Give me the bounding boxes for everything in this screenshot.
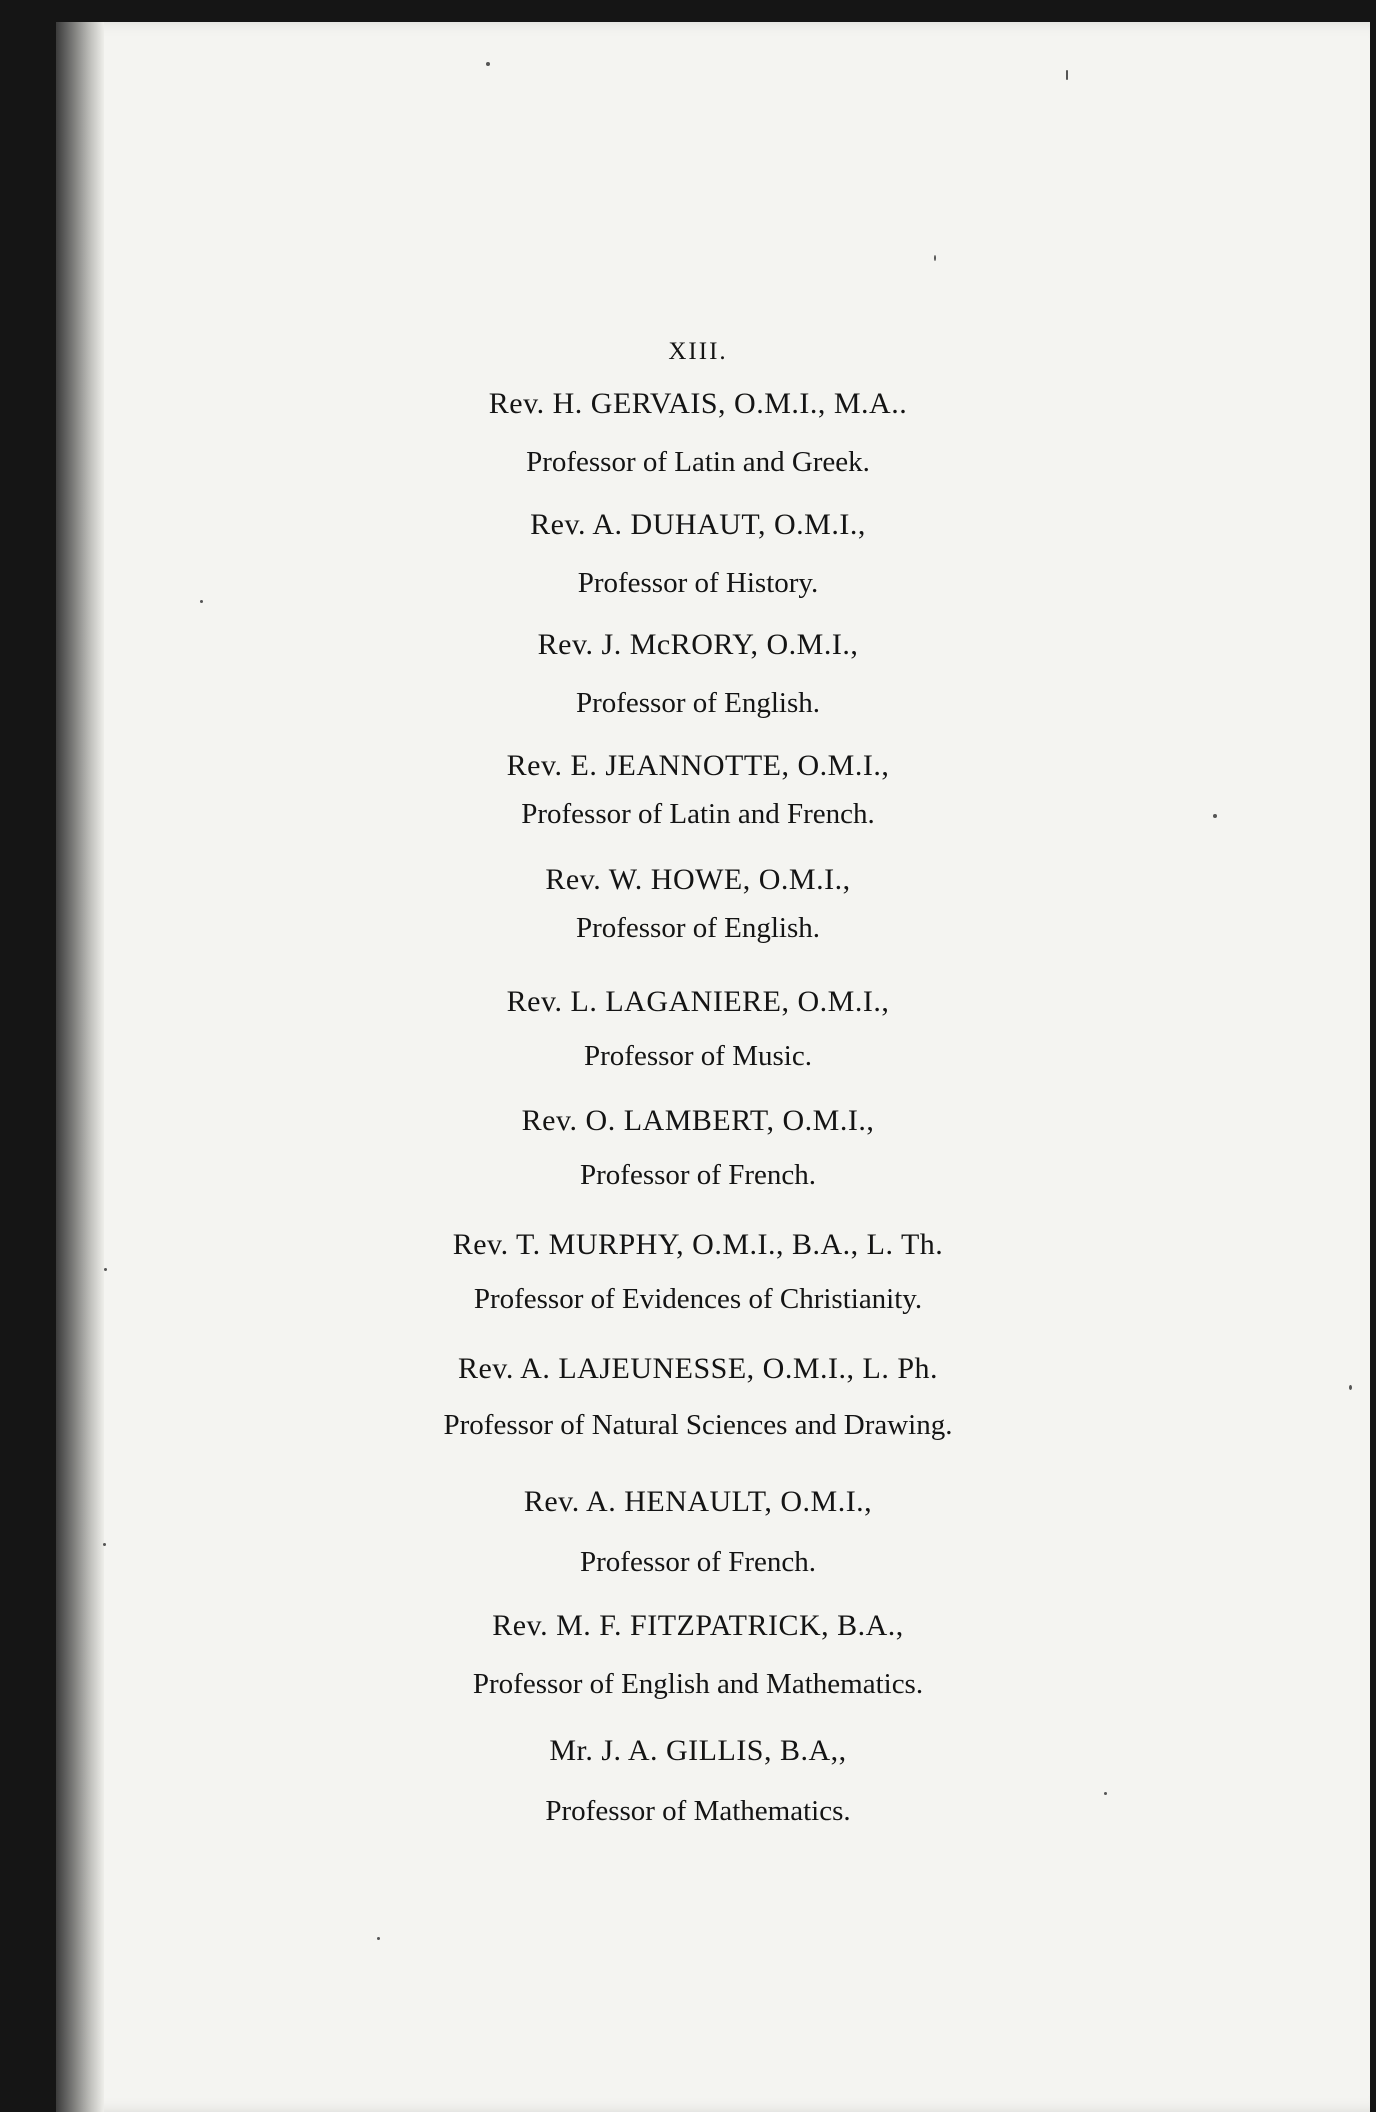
faculty-name: Rev. E. JEANNOTTE, O.M.I., (506, 749, 890, 782)
faculty-title: Professor of Natural Sciences and Drawing. (443, 1409, 953, 1441)
faculty-title: Professor of English. (575, 912, 821, 944)
faculty-entry (0, 1482, 1376, 1582)
faculty-name: Rev. M. F. FITZPATRICK, B.A., (492, 1609, 904, 1642)
dust-speck (377, 1937, 380, 1940)
faculty-entry (0, 625, 1376, 723)
dust-speck (934, 255, 936, 261)
faculty-title: Professor of History. (577, 567, 819, 599)
faculty-entry (0, 1731, 1376, 1831)
faculty-title: Professor of Mathematics. (545, 1795, 851, 1827)
dust-speck (103, 1543, 106, 1546)
faculty-entry (0, 1606, 1376, 1704)
faculty-title: Professor of French. (580, 1159, 816, 1191)
dust-speck (1104, 1792, 1107, 1795)
dust-speck (200, 600, 203, 603)
faculty-entry (0, 860, 1376, 948)
faculty-title: Professor of French. (580, 1546, 816, 1578)
faculty-name: Rev. A. HENAULT, O.M.I., (523, 1485, 873, 1518)
faculty-title: Professor of Evidences of Christianity. (473, 1283, 923, 1315)
faculty-entry (0, 1101, 1376, 1195)
faculty-title: Professor of English and Mathematics. (472, 1668, 924, 1700)
faculty-entry (0, 505, 1376, 603)
faculty-title: Professor of English. (575, 687, 821, 719)
dust-speck (1213, 814, 1217, 818)
faculty-name: Rev. W. HOWE, O.M.I., (545, 863, 851, 896)
faculty-name: Rev. A. LAJEUNESSE, O.M.I., L. Ph. (457, 1352, 939, 1385)
faculty-entry (0, 982, 1376, 1076)
dust-speck (1349, 1385, 1352, 1390)
faculty-name: Rev. T. MURPHY, O.M.I., B.A., L. Th. (452, 1228, 944, 1261)
faculty-name: Rev. H. GERVAIS, O.M.I., M.A.. (488, 387, 908, 420)
dust-speck (104, 1268, 107, 1271)
faculty-entry (0, 1225, 1376, 1319)
faculty-name: Rev. J. McRORY, O.M.I., (537, 628, 859, 661)
dust-speck (486, 62, 490, 66)
faculty-name: Rev. L. LAGANIERE, O.M.I., (506, 985, 890, 1018)
faculty-name: Rev. O. LAMBERT, O.M.I., (521, 1104, 875, 1137)
dust-speck (1066, 70, 1068, 80)
faculty-title: Professor of Latin and French. (521, 798, 875, 830)
faculty-entry (0, 746, 1376, 834)
faculty-entry (0, 1349, 1376, 1445)
faculty-entry (0, 384, 1376, 482)
faculty-title: Professor of Latin and Greek. (526, 446, 870, 478)
faculty-name: Rev. A. DUHAUT, O.M.I., (530, 508, 866, 541)
faculty-title: Professor of Music. (584, 1040, 812, 1072)
page-number: XIII. (668, 338, 728, 365)
faculty-name: Mr. J. A. GILLIS, B.A,, (549, 1734, 847, 1767)
